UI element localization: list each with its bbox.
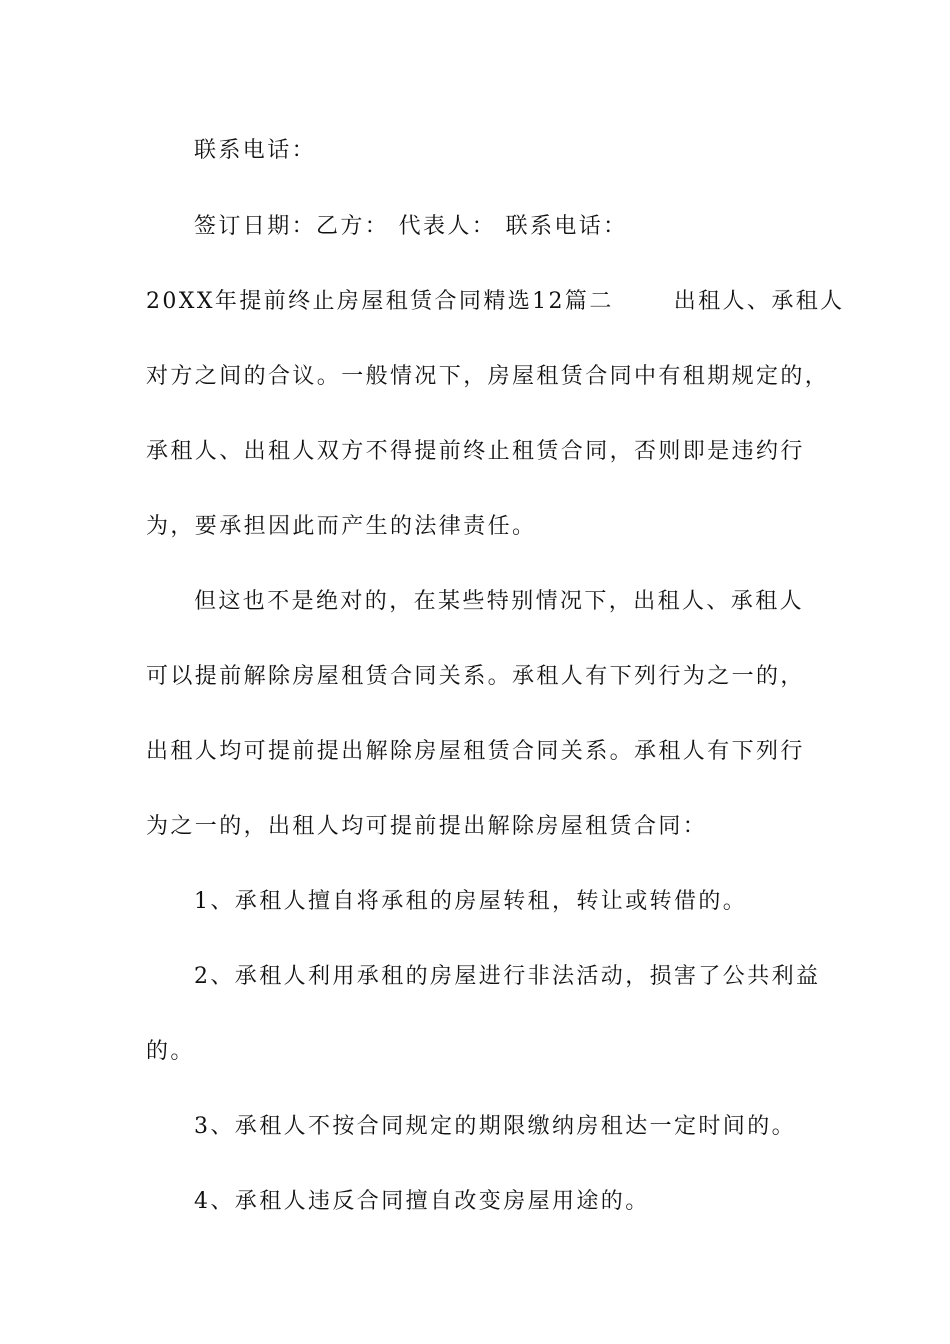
section-title-continuation: 出租人、承租人 <box>673 289 845 314</box>
paragraph-line: 出租人均可提前提出解除房屋租赁合同关系。承租人有下列行 <box>146 739 805 764</box>
section-title-line <box>146 287 845 317</box>
paragraph-line: 为之一的，出租人均可提前提出解除房屋租赁合同： <box>146 814 708 839</box>
paragraph-line: 但这也不是绝对的，在某些特别情况下，出租人、承租人 <box>194 589 805 614</box>
paragraph-line: 为，要承担因此而产生的法律责任。 <box>146 514 537 539</box>
contact-phone-line: 联系电话： <box>194 138 317 163</box>
signing-date-line: 签订日期：乙方： 代表人： 联系电话： <box>194 214 628 239</box>
paragraph-line: 可以提前解除房屋租赁合同关系。承租人有下列行为之一的， <box>146 664 805 689</box>
paragraph-line: 对方之间的合议。一般情况下，房屋租赁合同中有租期规定的， <box>146 364 830 389</box>
list-item-4: 4、承租人违反合同擅自改变房屋用途的。 <box>194 1189 650 1214</box>
section-title: 20XX年提前终止房屋租赁合同精选12篇二 <box>146 289 614 314</box>
list-item-3: 3、承租人不按合同规定的期限缴纳房租达一定时间的。 <box>194 1114 796 1139</box>
list-item-2: 2、承租人利用承租的房屋进行非法活动，损害了公共利益 <box>194 964 821 989</box>
list-item-2-continuation: 的。 <box>146 1039 195 1064</box>
list-item-1: 1、承租人擅自将承租的房屋转租，转让或转借的。 <box>194 889 748 914</box>
paragraph-line: 承租人、出租人双方不得提前终止租赁合同，否则即是违约行 <box>146 439 805 464</box>
